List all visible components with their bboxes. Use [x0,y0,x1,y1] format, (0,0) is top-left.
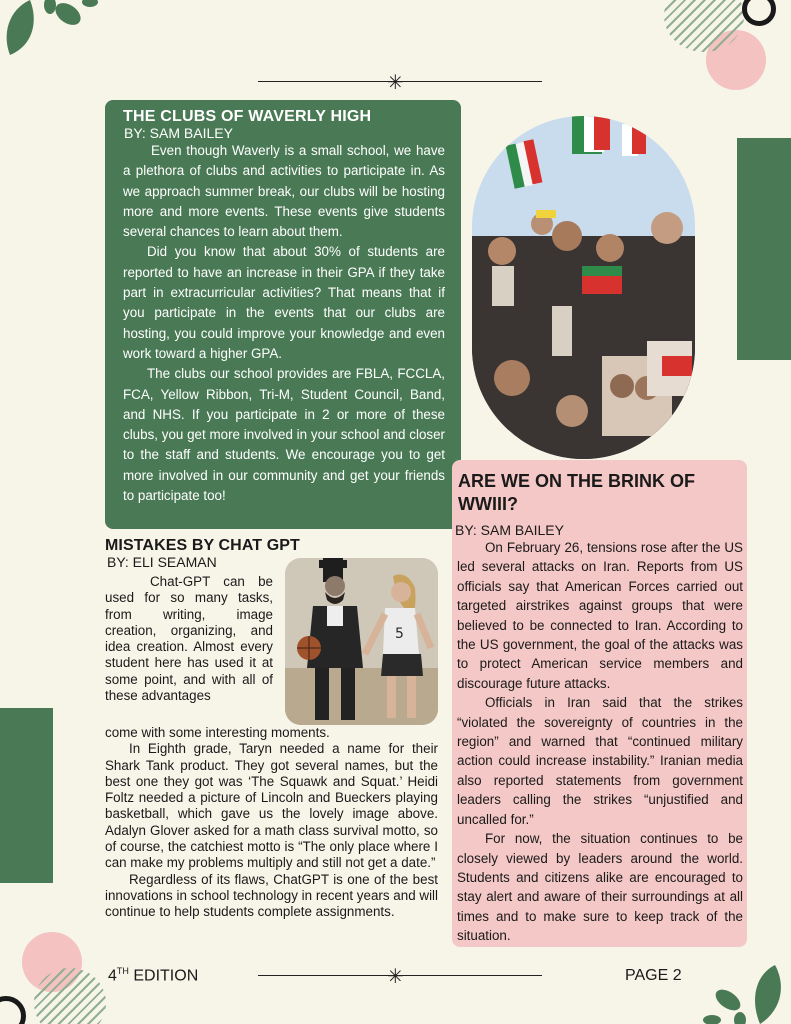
ring-decoration [742,0,776,26]
chatgpt-paragraph: Regardless of its flaws, ChatGPT is one of the best innovations in school technology in recent years and will continue to help students complete assignments. [105,871,438,920]
svg-text:5: 5 [395,626,404,642]
chatgpt-article-body [105,725,438,921]
lincoln-basketball-illustration [285,558,438,725]
leaf-decoration-bottom-right [700,960,791,1024]
clubs-paragraph: The clubs our school provides are FBLA, FCCLA, FCA, Yellow Ribbon, Tri-M, Student Council, Band, and NHS. If you participate in 2 or more of these clubs, you get more involved in your school and closer to the staff and students. We encourage you to get more involved in our community and get your friends to participate too! [123,366,445,504]
chatgpt-wrap-text: Chat-GPT can be used for so many tasks, from writing, image creation, organizing, and idea creation. Almost every student here has used it at some point, and with all of these advantages [105,574,273,704]
edition-number: 4 [108,967,117,985]
hatched-circle-decoration-bottom [34,968,106,1024]
chatgpt-byline: BY: ELI SEAMAN [107,554,217,570]
chatgpt-paragraph: In Eighth grade, Taryn needed a name for their Shark Tank product. They got several names, but the best one they got was ‘The Squawk and Squat.’ Heidi Foltz needed a picture of Lincoln and Bueckers playing basketball, which gave us the lovely image above. Adalyn Glover asked for a math class survival motto, so of course, the catchiest motto is “The only place where I can make my problems multiply and still not get a date.” [105,741,438,871]
wwiii-title: ARE WE ON THE BRINK OF WWIII? [458,471,695,514]
wwiii-paragraph: Officials in Iran said that the strikes “violated the sovereignty of countries in the region” and warned that “continued military action could increase instability.” Iranian media also reported statements from government leaders calling the strikes “unjustified and uncalled for.” [457,695,743,827]
bottom-divider-star-icon: ✳ [387,964,404,988]
clubs-title: THE CLUBS OF WAVERLY HIGH [123,108,372,125]
chatgpt-continuation: come with some interesting moments. [105,725,330,740]
ring-decoration-bottom [0,996,26,1024]
green-bar-decoration-left [0,708,53,883]
wwiii-paragraph: On February 26, tensions rose after the US led several attacks on Iran. Reports from US officials say that American Forces carried out targeted airstrikes against groups that were believed to be connected to Iran. According to the US government, the goal of the attacks was to protect American service members and discourage future attacks. [457,540,743,691]
edition-word: EDITION [133,967,199,985]
green-bar-decoration-right [737,138,791,360]
divider-star-icon: ✳ [387,70,404,94]
clubs-paragraph: Even though Waverly is a small school, we have a plethora of clubs and activities to participate in. As we approach summer break, our clubs will be hosting more and more events. These events give students several chances to learn about them. [123,143,445,240]
lincoln-basketball-image [285,558,438,725]
edition-suffix: TH [116,966,129,976]
wwiii-paragraph: For now, the situation continues to be closely viewed by leaders around the world. Students and citizens alike are encouraged to stay alert and aware of their surroundings at all times and to make sure to keep track of the situation. [457,831,743,944]
chatgpt-intro [105,574,273,704]
chatgpt-title: MISTAKES BY CHAT GPT [105,537,300,554]
wwiii-article-body [457,522,743,946]
wwiii-byline: BY: SAM BAILEY [455,522,564,538]
clubs-byline: BY: SAM BAILEY [124,125,233,141]
leaf-decoration-top-left [0,0,110,62]
protest-photo [472,116,695,459]
page-number: PAGE 2 [625,967,682,984]
edition-label [108,966,198,985]
protest-photo-illustration [472,116,695,459]
clubs-article [105,100,461,529]
clubs-paragraph: Did you know that about 30% of students are reported to have an increase in their GPA if they take part in extracurricular activities? That means that if you participate in the events that our clubs are hosting, you could improve your knowledge and even work toward a higher GPA. [123,244,445,361]
